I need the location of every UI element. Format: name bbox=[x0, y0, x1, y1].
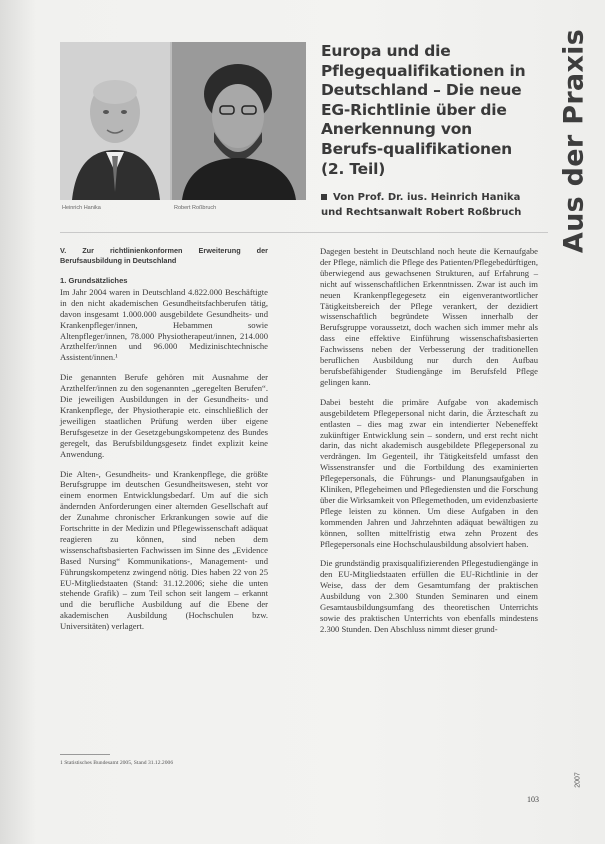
article-authors bbox=[321, 190, 541, 220]
body-paragraph: Die grundständig praxisqualifizierenden Pflegestudiengänge in den EU-Mitgliedstaaten erfüllen die EU-Richtlinie in der Weise, dass der dem Gesamtumfang der praktischen Ausbildung von 2.300 Stunden Seminaren und einem Gesamtausbildungsumfang des theoretischen Unterrichts sowie des praktischen Unterrichts von ebenfalls mindestens 2.300 Stunden. Den Abschluss nimmt dieser grund- bbox=[320, 558, 538, 634]
authors-text: Von Prof. Dr. ius. Heinrich Hanika und Rechtsanwalt Robert Roßbruch bbox=[321, 192, 522, 218]
section-label bbox=[554, 28, 594, 254]
body-paragraph: Die Alten-, Gesundheits- und Krankenpflege, die größte Berufsgruppe im deutschen Gesundheitswesen, steht vor einem enormen Entwicklungsbedarf. Um auf die sich ändernden Anforderungen einer alternden Gesellschaft auf der Zunahme chronischer Erkrankungen sowie auf die Fortschritte in der Medizin und Pflegewissenschaft adäquat reagieren zu können, sind neben dem wissenschaftsbasierten Fachwissen im Sinne des „Evidence Based Nursing“ Kommunikations-, Management- und Führungskompetenz zwingend nötig. Dies haben 22 von 25 EU-Mitgliedstaaten (Stand: 31.12.2006; siehe die unten stehende Grafik) – zum Teil schon seit langem – erkannt und die berufliche Ausbildung auf die Ebene der akademischen Ausbildung (Hochschulen bzw. Universitäten) verlagert. bbox=[60, 468, 268, 632]
divider-rule bbox=[60, 232, 548, 233]
page-number: 103 bbox=[527, 795, 539, 804]
portrait-rossbruch-image bbox=[172, 42, 306, 200]
body-paragraph: Die genannten Berufe gehören mit Ausnahme der Arzthelfer/innen zu den sogenannten „geregelten Berufen“. Die jeweiligen Ausbildungen in der Gesundheits- und Krankenpflege, der Physiotherapie etc. einschließlich der jeweiligen staatlichen Prüfung werden über eigene Berufsgesetze in der Gesetzgebungskompetenz des Bundes geregelt, das Berufsbildungsgesetz findet explizit keine Anwendung. bbox=[60, 372, 268, 459]
section-heading: V. Zur richtlinienkonformen Erweiterung der Berufsausbildung in Deutschland bbox=[60, 246, 268, 265]
right-text-column bbox=[320, 246, 538, 644]
author-photos bbox=[60, 42, 306, 200]
body-paragraph: Dagegen besteht in Deutschland noch heute die Kernaufgabe der Pflege, nämlich die Pflege des Patienten/Pflegebedürftigen, überwiegend aus gewachsenen Strukturen, auf Erfahrung – nicht auf wissenschaftlichen Erkenntnissen. Zwar ist auch im neuen Krankenpflegegesetz ein eigenverantwortlicher Tätigkeitsbereich der Pflege verankert, der dezidiert wissenschaftlich begründete Wissen innerhalb der Berufsgruppe voraussetzt, doch wachen sich immer mehr als dass eine effektive Einführung wissenschaftsbasierten Fachwissens neben der Verbesserung der traditionellen beruflichen Ausbildung nur durch den Aufbau berufsbefähigender Studiengänge im Berufsfeld Pflege gelingen kann. bbox=[320, 246, 538, 387]
author-photo-hanika bbox=[60, 42, 170, 200]
subsection-heading: 1. Grundsätzliches bbox=[60, 276, 128, 285]
footnote: 1 Statistisches Bundesamt 2005, Stand 31.12.2006 bbox=[60, 760, 174, 766]
left-text-column bbox=[60, 246, 268, 641]
square-bullet-icon bbox=[321, 194, 327, 200]
side-code bbox=[571, 760, 585, 800]
footnote-rule bbox=[60, 754, 110, 755]
caption-left: Heinrich Hanika bbox=[62, 205, 101, 211]
section-label-text: Aus der Praxis bbox=[558, 28, 590, 254]
author-photo-rossbruch bbox=[172, 42, 306, 200]
body-paragraph: Dabei besteht die primäre Aufgabe von akademisch ausgebildetem Pflegepersonal nicht darin, die Ärzteschaft zu entlasten – dies mag zwar ein intendierter Nebeneffekt zukünftiger Entwicklung sein – sondern, und erst recht nicht darin, das nicht akademisch ausgebildete Pflegepersonal zu verdrängen. Im Gegenteil, ihr Tätigkeitsfeld umfasst den Wissenstransfer und die Fortbildung des examinierten Pflegepersonals, die Führungs- und Planungsaufgaben in Kliniken, Pflegeheimen und Pflegediensten und die Forschung über die Wirksamkeit von Pflegemethoden, um evidenzbasierte Pflege leisten zu können. Um diese Aufgaben in den kommenden Jahren und Jahrzehnten adäquat bewältigen zu können, sollten mittelfristig etwa zehn Prozent des Pflegepersonals eine Hochschulausbildung absolviert haben. bbox=[320, 396, 538, 549]
article-title: Europa und die Pflegequalifikationen in Deutschland – Die neue EG-Richtlinie über die Anerkennung von Berufs-qualifikationen (2. Teil) bbox=[321, 42, 526, 178]
body-paragraph: Im Jahr 2004 waren in Deutschland 4.822.000 Beschäftigte in den nicht akademischen Gesundheitsfachberufen tätig, davon insgesamt 1.000.000 ausgebildete Gesundheits- und Krankenpfleger/innen, Hebammen sowie Altenpfleger/innen, 78.000 Physiotherapeut/innen, 214.000 Arzthelfer/innen und 96.000 Medizinischtechnische Assistent/innen.¹ bbox=[60, 286, 268, 363]
side-code-text: 2007 bbox=[574, 772, 582, 788]
caption-right: Robert Roßbruch bbox=[174, 205, 217, 211]
portrait-hanika-image bbox=[60, 42, 170, 200]
